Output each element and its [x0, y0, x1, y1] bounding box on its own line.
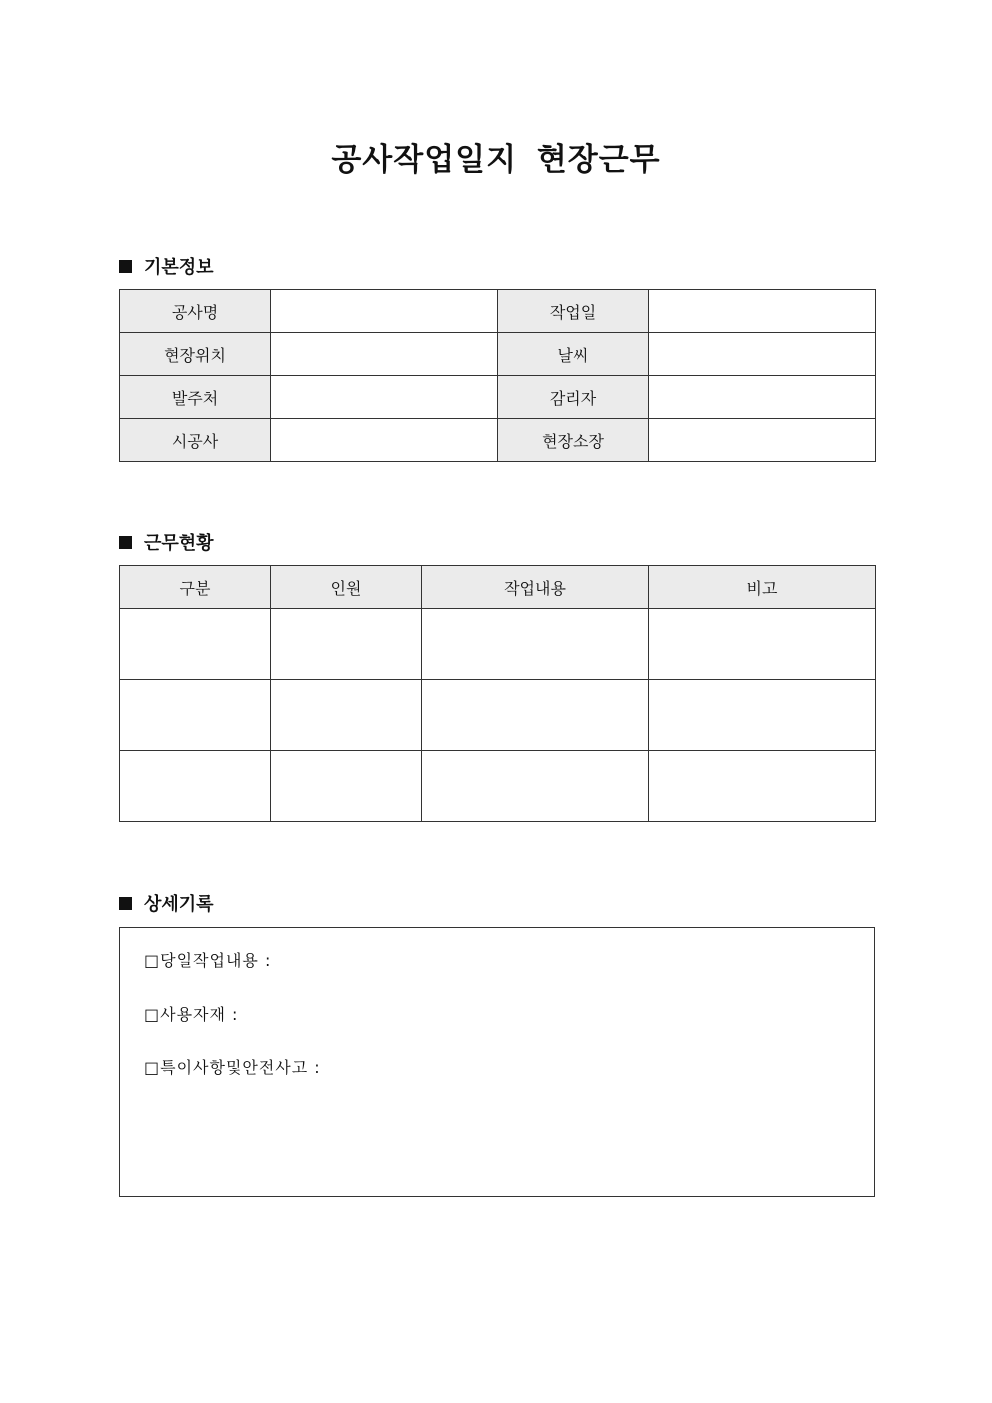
personnel-cell[interactable]	[271, 609, 422, 680]
table-row	[120, 751, 876, 822]
site-location-field[interactable]	[271, 333, 498, 376]
column-header-personnel: 인원	[271, 566, 422, 609]
detail-item-special-notes: □특이사항및안전사고 :	[144, 1058, 321, 1077]
table-row	[120, 333, 876, 376]
weather-field[interactable]	[649, 333, 876, 376]
basic-info-table	[119, 289, 876, 462]
section-heading-detail-record	[119, 890, 214, 916]
detail-item-daily-work: □당일작업내용 :	[144, 951, 272, 970]
label-client: 발주처	[120, 376, 271, 419]
category-cell[interactable]	[120, 751, 271, 822]
table-header-row	[120, 566, 876, 609]
label-contractor: 시공사	[120, 419, 271, 462]
label-work-date: 작업일	[498, 290, 649, 333]
site-manager-field[interactable]	[649, 419, 876, 462]
contractor-field[interactable]	[271, 419, 498, 462]
work-date-field[interactable]	[649, 290, 876, 333]
work-status-table	[119, 565, 876, 822]
column-header-remarks: 비고	[649, 566, 876, 609]
label-site-manager: 현장소장	[498, 419, 649, 462]
section-heading-work-status	[119, 529, 214, 555]
square-bullet-icon	[119, 260, 132, 273]
label-weather: 날씨	[498, 333, 649, 376]
section-heading-label: 근무현황	[144, 533, 214, 554]
table-row	[120, 376, 876, 419]
personnel-cell[interactable]	[271, 751, 422, 822]
remarks-cell[interactable]	[649, 680, 876, 751]
category-cell[interactable]	[120, 680, 271, 751]
label-site-location: 현장위치	[120, 333, 271, 376]
supervisor-field[interactable]	[649, 376, 876, 419]
work-content-cell[interactable]	[422, 680, 649, 751]
label-supervisor: 감리자	[498, 376, 649, 419]
table-row	[120, 609, 876, 680]
remarks-cell[interactable]	[649, 609, 876, 680]
personnel-cell[interactable]	[271, 680, 422, 751]
detail-item-materials: □사용자재 :	[144, 1005, 239, 1024]
client-field[interactable]	[271, 376, 498, 419]
work-content-cell[interactable]	[422, 609, 649, 680]
table-row	[120, 419, 876, 462]
column-header-category: 구분	[120, 566, 271, 609]
section-heading-basic-info	[119, 253, 214, 279]
page-title: 공사작업일지 현장근무	[331, 142, 661, 178]
column-header-work-content: 작업내용	[422, 566, 649, 609]
detail-record-box[interactable]	[119, 927, 875, 1197]
table-row	[120, 680, 876, 751]
section-heading-label: 기본정보	[144, 257, 214, 278]
section-heading-label: 상세기록	[144, 894, 214, 915]
remarks-cell[interactable]	[649, 751, 876, 822]
square-bullet-icon	[119, 897, 132, 910]
category-cell[interactable]	[120, 609, 271, 680]
label-project-name: 공사명	[120, 290, 271, 333]
square-bullet-icon	[119, 536, 132, 549]
work-content-cell[interactable]	[422, 751, 649, 822]
project-name-field[interactable]	[271, 290, 498, 333]
table-row	[120, 290, 876, 333]
